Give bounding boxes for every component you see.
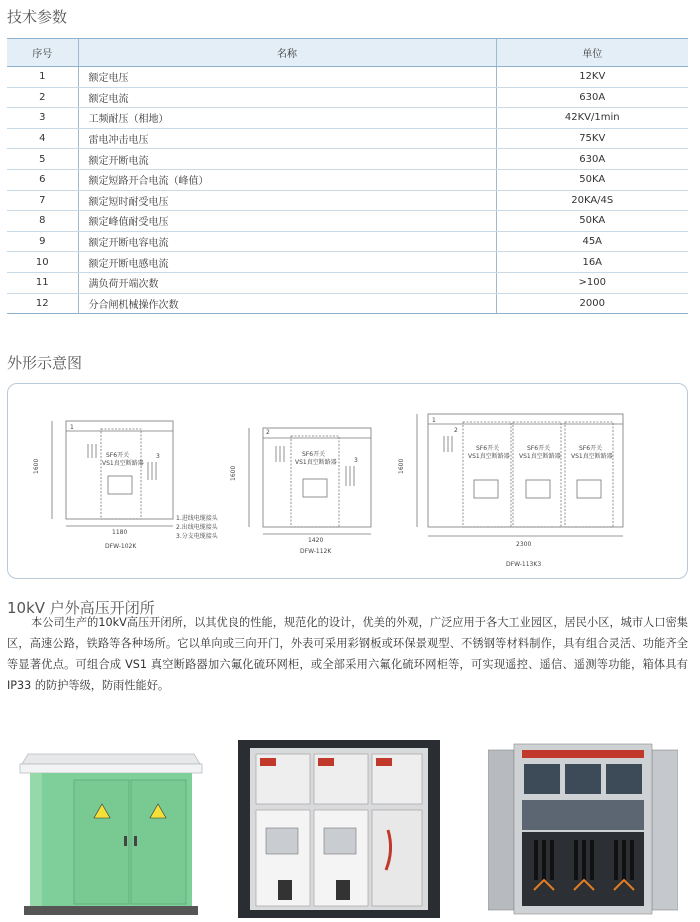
product-section-title: 10kV 户外高压开闭所 xyxy=(7,599,155,617)
d2-vs1-label: VS1真空断路器 xyxy=(295,459,337,466)
row-name: 分合闸机械操作次数 xyxy=(78,293,496,314)
table-row xyxy=(7,67,688,88)
row-no: 6 xyxy=(7,169,78,190)
d2-cabinet-outline xyxy=(263,428,371,527)
row-no: 1 xyxy=(7,67,78,88)
legend-item-3: 3.分支电缆接头 xyxy=(176,533,218,540)
table-row xyxy=(7,190,688,211)
d1-sf6-label: SF6开关 xyxy=(106,452,130,459)
row-no: 11 xyxy=(7,272,78,293)
d3-sf6-label-3: SF6开关 xyxy=(579,445,603,452)
d2-callout-3: 3 xyxy=(354,457,358,464)
row-unit: 2000 xyxy=(496,293,688,314)
header-unit: 单位 xyxy=(496,39,688,67)
d2-width-label: 1420 xyxy=(308,537,324,544)
legend-item-2: 2.出线电缆接头 xyxy=(176,524,218,531)
d2-sf6-label: SF6开关 xyxy=(302,451,326,458)
row-unit: 50KA xyxy=(496,169,688,190)
product-description: 本公司生产的10kV高压开闭所，以其优良的性能，规范化的设计，优美的外观，广泛应用于各大工业园区，居民小区，城市人口密集区，高速公路，铁路等各种场所。它以单向或三向开门，外表可采用彩钢板或环保景观型、不锈钢等材料制作，具有组合灵活、功能齐全等显著优点。可组合成 VS1 真空断路器加六氟化硫环网柜，或全部采用六氟化硫环网柜等，可实现遥控、遥信、遥测等功能，箱体具有 IP33 的防护等级，防雨性能好。 xyxy=(7,616,688,692)
row-unit: 16A xyxy=(496,252,688,273)
outline-diagram-panel xyxy=(7,383,688,579)
row-no: 4 xyxy=(7,128,78,149)
spec-section-title: 技术参数 xyxy=(7,8,68,26)
row-unit: 630A xyxy=(496,149,688,170)
row-unit: 45A xyxy=(496,231,688,252)
table-row xyxy=(7,231,688,252)
row-no: 8 xyxy=(7,211,78,232)
row-unit: 630A xyxy=(496,87,688,108)
header-name: 名称 xyxy=(78,39,496,67)
outline-section-title: 外形示意图 xyxy=(7,354,83,372)
table-row xyxy=(7,128,688,149)
d1-callout-3: 3 xyxy=(156,453,160,460)
d2-model-label: DFW-112K xyxy=(300,548,332,555)
d3-sf6-label-2: SF6开关 xyxy=(527,445,551,452)
row-no: 10 xyxy=(7,252,78,273)
table-row xyxy=(7,108,688,129)
row-unit: 20KA/4S xyxy=(496,190,688,211)
row-no: 3 xyxy=(7,108,78,129)
header-no: 序号 xyxy=(7,39,78,67)
d3-callout-2: 2 xyxy=(454,427,458,434)
row-unit: 50KA xyxy=(496,211,688,232)
row-name: 额定开断电容电流 xyxy=(78,231,496,252)
row-name: 额定峰值耐受电压 xyxy=(78,211,496,232)
d3-height-label: 1600 xyxy=(398,458,405,474)
row-name: 额定短时耐受电压 xyxy=(78,190,496,211)
row-unit: >100 xyxy=(496,272,688,293)
table-row xyxy=(7,211,688,232)
table-row xyxy=(7,293,688,314)
d2-height-label: 1600 xyxy=(230,465,237,481)
row-no: 5 xyxy=(7,149,78,170)
table-row xyxy=(7,272,688,293)
row-no: 2 xyxy=(7,87,78,108)
switchgear-interior-photo xyxy=(238,740,440,918)
d3-vs1-label-2: VS1真空断路器 xyxy=(519,453,561,460)
row-name: 额定开断电感电流 xyxy=(78,252,496,273)
d1-vs1-label: VS1真空断路器 xyxy=(102,460,144,467)
stainless-cabinet-photo xyxy=(488,740,678,918)
outline-drawings xyxy=(8,384,689,580)
row-name: 额定电流 xyxy=(78,87,496,108)
table-row xyxy=(7,87,688,108)
row-unit: 75KV xyxy=(496,128,688,149)
table-row xyxy=(7,252,688,273)
row-unit: 42KV/1min xyxy=(496,108,688,129)
table-row xyxy=(7,169,688,190)
row-name: 工频耐压（相地） xyxy=(78,108,496,129)
row-no: 9 xyxy=(7,231,78,252)
green-cabinet-photo xyxy=(18,752,204,917)
d1-cabinet-outline xyxy=(66,421,173,519)
d1-callout-1: 1 xyxy=(70,424,74,431)
spec-table xyxy=(7,38,688,314)
d2-callout-2: 2 xyxy=(266,429,270,436)
table-row xyxy=(7,149,688,170)
d3-vs1-label-1: VS1真空断路器 xyxy=(468,453,510,460)
d3-width-label: 2300 xyxy=(516,541,532,548)
row-name: 额定短路开合电流（峰值） xyxy=(78,169,496,190)
row-no: 7 xyxy=(7,190,78,211)
row-name: 满负荷开端次数 xyxy=(78,272,496,293)
row-name: 雷电冲击电压 xyxy=(78,128,496,149)
d3-callout-1: 1 xyxy=(432,417,436,424)
row-no: 12 xyxy=(7,293,78,314)
d3-sf6-label-1: SF6开关 xyxy=(476,445,500,452)
d1-model-label: DFW-102K xyxy=(105,543,137,550)
d3-vs1-label-3: VS1真空断路器 xyxy=(571,453,613,460)
row-unit: 12KV xyxy=(496,67,688,88)
d1-height-label: 1600 xyxy=(33,458,40,474)
d1-width-label: 1180 xyxy=(112,529,128,536)
row-name: 额定电压 xyxy=(78,67,496,88)
row-name: 额定开断电流 xyxy=(78,149,496,170)
legend-item-1: 1.进线电缆接头 xyxy=(176,515,218,522)
table-header-row xyxy=(7,39,688,67)
d3-model-label: DFW-113K3 xyxy=(506,561,542,568)
